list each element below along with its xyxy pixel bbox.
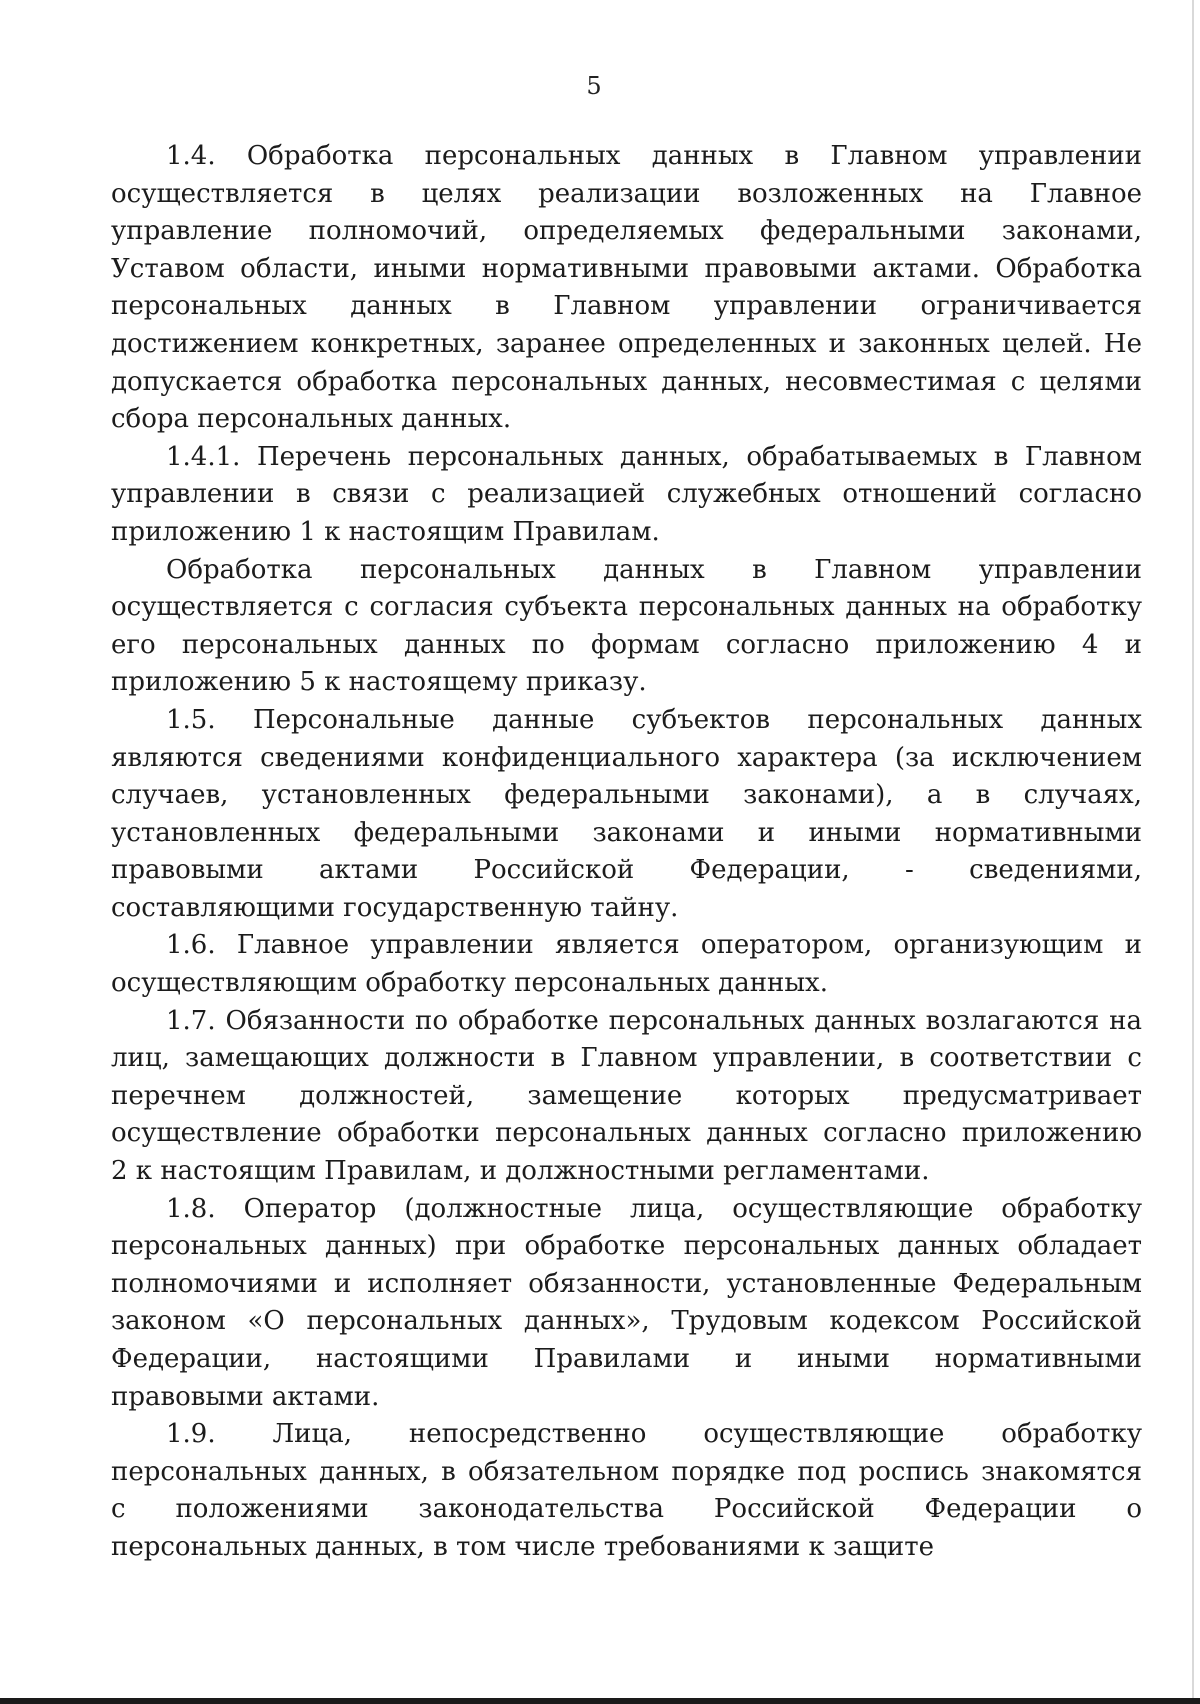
text-line: Обработка персональных данных в Главном управлении [166,554,1142,585]
text-line: приложению 1 к настоящим Правилам. [111,516,660,547]
text-line: допускается обработка персональных данных, несовместимая с целями [111,366,1142,397]
text-line: установленных федеральными законами и иными нормативными [111,817,1142,848]
text-line: осуществляется с согласия субъекта персональных данных на обработку [111,592,1142,623]
text-line: персональных данных, в том числе требованиями к защите [111,1531,934,1562]
paragraph [111,702,1142,928]
paragraph [111,552,1142,702]
text-line: законом «О персональных данных», Трудовым кодексом Российской [111,1306,1142,1337]
text-line: осуществляется в целях реализации возложенных на Главное [111,178,1142,209]
text-line: полномочиями и исполняет обязанности, установленные Федеральным [111,1268,1142,1299]
text-line: являются сведениями конфиденциального характера (за исключением [111,742,1142,773]
text-line: 1.4. Обработка персональных данных в Главном управлении [166,141,1142,171]
text-line: перечнем должностей, замещение которых предусматривает [111,1080,1142,1111]
document-body [111,138,1142,1567]
text-line: управлении в связи с реализацией служебных отношений согласно [111,479,1142,510]
paragraph [111,1416,1142,1566]
text-line: случаев, установленных федеральными законами), а в случаях, [111,780,1142,811]
text-line: правовыми актами. [111,1381,380,1412]
text-line: его персональных данных по формам согласно приложению 4 и [111,629,1142,660]
text-line: персональных данных) при обработке персональных данных обладает [111,1231,1142,1262]
text-line: лиц, замещающих должности в Главном управлении, в соответствии с [111,1043,1142,1074]
text-line: с положениями законодательства Российской Федерации о [111,1494,1142,1525]
text-line: персональных данных в Главном управлении ограничивается [111,291,1142,322]
text-line: достижением конкретных, заранее определенных и законных целей. Не [111,328,1142,359]
text-line: осуществляющим обработку персональных данных. [111,968,828,999]
text-line: 1.5. Персональные данные субъектов персональных данных [166,704,1142,735]
text-line: составляющими государственную тайну. [111,892,679,923]
text-line: Федерации, настоящими Правилами и иными нормативными [111,1344,1142,1374]
paragraph [111,1191,1142,1417]
text-line: 1.8. Оператор (должностные лица, осуществляющие обработку [166,1193,1142,1224]
text-line: осуществление обработки персональных данных согласно приложению [111,1118,1142,1149]
text-line: правовыми актами Российской Федерации, - сведениями, [111,855,1142,886]
text-line: 1.4.1. Перечень персональных данных, обрабатываемых в Главном [166,441,1142,472]
text-line: Уставом области, иными нормативными правовыми актами. Обработка [111,253,1142,284]
text-line: 2 к настоящим Правилам, и должностными регламентами. [111,1156,930,1187]
text-line: 1.6. Главное управлении является оператором, организующим и [166,930,1142,961]
text-line: 1.7. Обязанности по обработке персональных данных возлагаются на [166,1005,1142,1036]
text-line: приложению 5 к настоящему приказу. [111,667,647,698]
paragraph [111,927,1142,1002]
page-number: 5 [586,72,602,100]
paragraph [111,1003,1142,1191]
scan-edge-bottom [0,1698,1200,1704]
paragraph [111,138,1142,439]
text-line: 1.9. Лица, непосредственно осуществляющие обработку [166,1419,1142,1450]
paragraph [111,439,1142,552]
text-line: персональных данных, в обязательном порядке под роспись знакомятся [111,1456,1142,1487]
text-line: сбора персональных данных. [111,404,512,435]
scan-edge-right [1192,0,1194,1704]
text-line: управление полномочий, определяемых федеральными законами, [111,216,1142,247]
